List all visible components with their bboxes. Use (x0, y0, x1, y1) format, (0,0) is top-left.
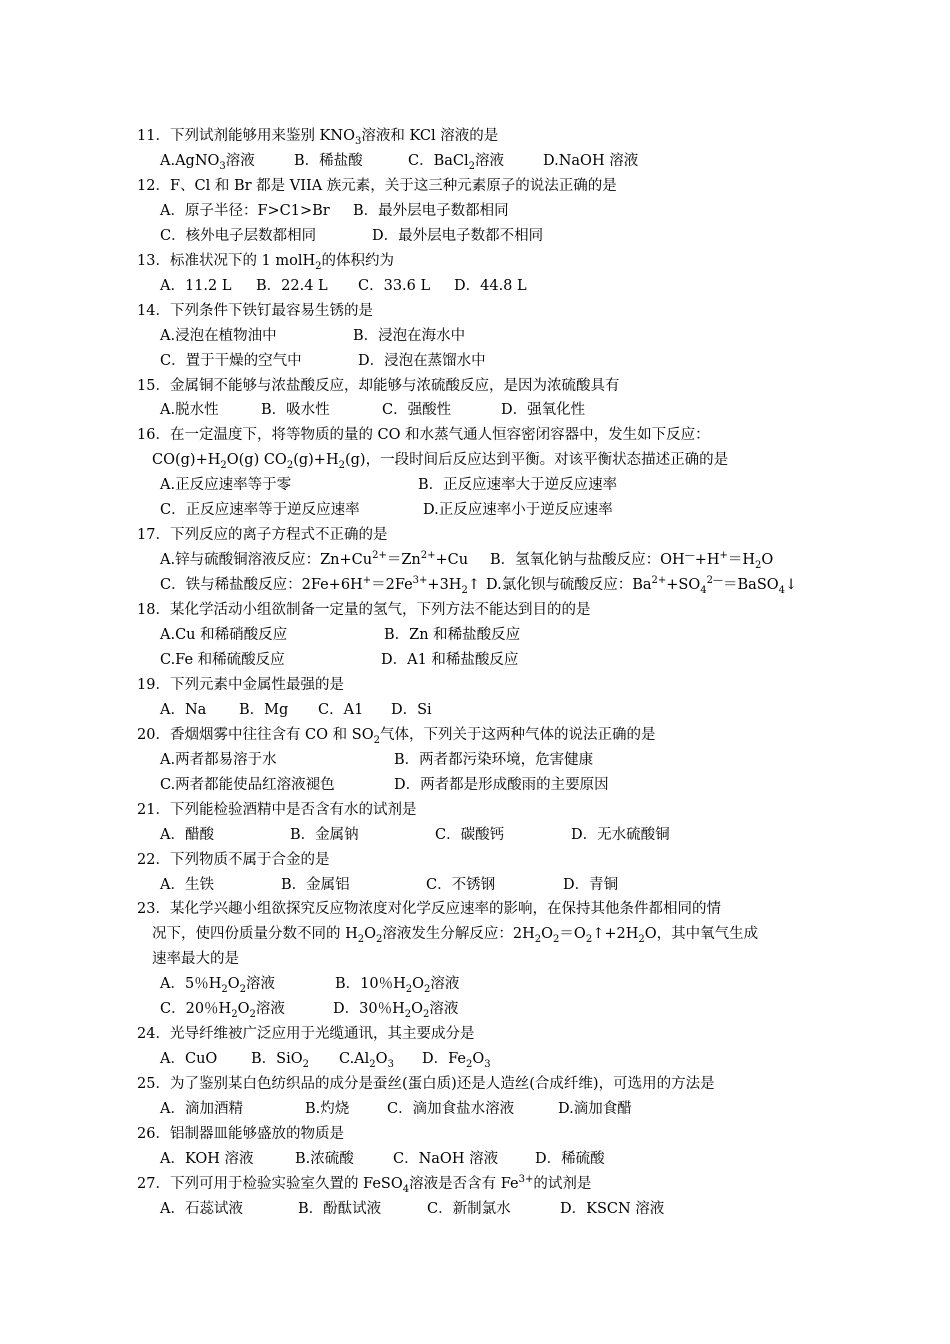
answer-option (160, 326, 277, 346)
question-16-stem-cont (152, 450, 728, 470)
answer-option (435, 825, 504, 845)
subscript: 2 (534, 934, 542, 946)
subscript: 2 (585, 934, 593, 946)
answer-option (160, 775, 335, 795)
answer-option (393, 1149, 498, 1169)
text-run: C．滴加食盐水溶液 (387, 1101, 515, 1117)
text-run: D．最外层电子数都不相同 (372, 227, 544, 244)
text-run: +SO (666, 577, 701, 594)
superscript: + (719, 550, 728, 562)
text-run: 溶液发生分解反应：2H (382, 926, 535, 943)
text-run: ＝BaSO (723, 577, 779, 594)
text-run: O (411, 1001, 423, 1018)
answer-option (160, 575, 480, 595)
text-run: 溶液 (225, 152, 255, 169)
answer-option (160, 999, 285, 1019)
answer-option (160, 650, 285, 670)
text-run: C．碳酸钙 (435, 826, 505, 843)
question-15-stem (137, 376, 619, 396)
text-run: 22．下列物质不属于合金的是 (137, 851, 330, 868)
subscript: 2 (302, 1059, 309, 1071)
answer-option (333, 999, 458, 1019)
question-23-stem-cont (152, 949, 239, 969)
answer-option (381, 650, 518, 670)
subscript: 2 (376, 934, 383, 946)
text-run: 19．下列元素中金属性最强的是 (137, 676, 344, 693)
text-run: A．石蕊试液 (160, 1200, 243, 1217)
subscript: 3 (354, 135, 362, 147)
text-run: D．A1 和稀盐酸反应 (381, 651, 519, 668)
text-run: A．生铁 (160, 876, 214, 893)
text-run: 21．下列能检验酒精中是否含有水的试剂是 (137, 801, 417, 818)
answer-option (422, 1049, 491, 1069)
text-run: 12．F、Cl 和 Br 都是 VIIA 族元素，关于这三种元素原子的说法正确的是 (137, 177, 617, 194)
subscript: 2 (468, 160, 476, 172)
text-run: 24．光导纤维被广泛应用于光缆通讯，其主要成分是 (137, 1026, 475, 1043)
answer-option (160, 276, 232, 296)
answer-option (394, 750, 593, 770)
text-run: ↓ (785, 577, 798, 594)
text-run: B．金属钠 (290, 826, 359, 843)
text-run: O (472, 1051, 485, 1068)
subscript: 2 (373, 734, 380, 746)
text-run: A．CuO (160, 1051, 218, 1068)
answer-option (160, 875, 214, 895)
answer-option (490, 550, 773, 570)
answer-option (382, 400, 451, 420)
text-run: 23．某化学兴趣小组欲探究反应物浓度对化学反应速率的影响，在保持其他条件都相同的情 (137, 901, 721, 918)
text-run: A.正反应速率等于零 (160, 477, 292, 494)
question-14-stem (137, 301, 373, 321)
answer-option (160, 351, 302, 371)
text-run: (g)+H (293, 452, 339, 469)
answer-option (261, 400, 330, 420)
text-run: (g)，一段时间后反应达到平衡。对该平衡状态描述正确的是 (344, 452, 729, 469)
text-run: C．20％H (160, 1001, 232, 1018)
text-run: B．酚酞试液 (298, 1200, 382, 1217)
text-run: C．33.6 L (358, 277, 431, 294)
answer-option (160, 750, 277, 770)
subscript: 4 (402, 1183, 410, 1195)
text-run: +Cu (435, 552, 469, 569)
answer-option (318, 700, 363, 720)
answer-option (295, 1149, 354, 1169)
text-run: O (412, 976, 425, 993)
question-12-stem (137, 176, 617, 196)
question-25-stem (137, 1074, 715, 1094)
answer-option (335, 974, 459, 994)
answer-option (418, 475, 617, 495)
superscript: + (362, 575, 372, 587)
text-run: C.Al (339, 1051, 370, 1068)
text-run: A．滴加酒精 (160, 1101, 243, 1117)
text-run: D．无水硫酸铜 (571, 826, 670, 843)
text-run: B．氢氧化钠与盐酸反应：OH (490, 552, 685, 569)
answer-option (543, 151, 638, 171)
answer-option (281, 875, 350, 895)
text-run: D．30％H (333, 1001, 405, 1018)
superscript: 2+ (420, 550, 436, 562)
text-run: 11．下列试剂能够用来鉴别 KNO (137, 128, 355, 144)
text-run: 溶液是否含有 Fe (409, 1175, 519, 1192)
text-run: 25．为了鉴别某白色纺织品的成分是蚕丝(蛋白质)还是人造丝(合成纤维)，可选用的方法是 (137, 1076, 715, 1093)
text-run: B.灼烧 (305, 1101, 350, 1117)
answer-option (358, 351, 486, 371)
text-run: O (761, 552, 774, 569)
text-run: A.Cu 和稀硝酸反应 (160, 627, 288, 643)
subscript: 2 (249, 1009, 256, 1021)
text-run: D.滴加食醋 (558, 1101, 632, 1117)
text-run: ＝2Fe (371, 577, 413, 594)
answer-option (160, 700, 206, 720)
text-run: B．Zn 和稀盐酸反应 (384, 627, 521, 643)
text-run: D．KSCN 溶液 (560, 1200, 665, 1217)
subscript: 2 (404, 1009, 412, 1021)
subscript: 2 (315, 260, 322, 272)
answer-option (571, 825, 670, 845)
text-run: A.脱水性 (160, 402, 219, 419)
subscript: 2 (221, 984, 228, 996)
text-run: +3H (427, 577, 462, 594)
text-run: 气体，下列关于这两种气体的说法正确的是 (379, 726, 656, 743)
text-run: 溶液 (255, 1001, 285, 1018)
answer-option (160, 625, 287, 645)
superscript: — (684, 550, 695, 562)
answer-option (535, 1149, 605, 1169)
text-run: O (375, 1051, 388, 1068)
text-run: 27．下列可用于检验实验室久置的 FeSO (137, 1175, 403, 1192)
answer-option (160, 1149, 254, 1169)
text-run: C.Fe 和稀硫酸反应 (160, 651, 285, 668)
text-run: B．10％H (335, 976, 406, 993)
answer-option (387, 1099, 514, 1119)
question-18-stem (137, 600, 590, 620)
text-run: A.AgNO (160, 152, 220, 169)
answer-option (486, 575, 797, 595)
text-run: D．青铜 (563, 876, 619, 893)
superscript: 2+ (651, 575, 667, 587)
subscript: 2 (465, 1059, 473, 1071)
subscript: 2 (357, 934, 365, 946)
text-run: C．NaOH 溶液 (393, 1150, 499, 1167)
question-20-stem (137, 725, 655, 745)
text-run: C．不锈钢 (426, 876, 496, 893)
subscript: 2 (338, 460, 345, 472)
answer-option (339, 1049, 394, 1069)
text-run: 20．香烟烟雾中往往含有 CO 和 SO (137, 726, 374, 743)
text-run: O(g) CO (226, 452, 287, 469)
text-run: B．正反应速率大于逆反应速率 (418, 477, 618, 494)
text-run: A．原子半径：F>C1>Br (160, 202, 330, 219)
answer-option (160, 201, 330, 221)
text-run: 溶液 (429, 1001, 459, 1018)
text-run: D．浸泡在蒸馏水中 (358, 352, 486, 369)
answer-option (423, 500, 613, 520)
text-run: O (364, 926, 377, 943)
question-17-stem (137, 525, 387, 545)
question-13-stem (137, 251, 394, 271)
text-run: B．金属铝 (281, 876, 350, 893)
text-run: D．两者都是形成酸雨的主要原因 (394, 776, 609, 793)
answer-option (290, 825, 359, 845)
text-run: D．Si (391, 701, 432, 718)
answer-option (160, 400, 219, 420)
text-run: A.锌与硫酸铜溶液反应：Zn+Cu (160, 552, 373, 569)
text-run: B．浸泡在海水中 (353, 327, 466, 344)
text-run: C.两者都能使品红溶液褪色 (160, 776, 335, 793)
text-run: C．新制氯水 (427, 1200, 511, 1217)
text-run: O，其中氧气生成 (644, 926, 759, 943)
text-run: B．最外层电子数都相同 (353, 202, 509, 219)
answer-option (298, 1199, 381, 1219)
text-run: D.氯化钡与硫酸反应：Ba (486, 577, 652, 594)
answer-option (353, 201, 509, 221)
superscript: 3+ (518, 1174, 534, 1186)
text-run: A．KOH 溶液 (160, 1150, 254, 1167)
question-11-stem (137, 126, 498, 146)
text-run: ＝H (727, 552, 756, 569)
subscript: 4 (700, 584, 707, 596)
superscript: 3+ (412, 575, 428, 587)
text-run: A．醋酸 (160, 826, 214, 843)
answer-option (160, 825, 214, 845)
answer-option (394, 775, 609, 795)
text-run: B．22.4 L (256, 277, 328, 294)
text-run: O (227, 976, 240, 993)
answer-option (558, 1099, 632, 1119)
text-run: ↑+2H (592, 926, 639, 943)
text-run: A．Na (160, 701, 207, 718)
question-19-stem (137, 675, 344, 695)
answer-option (160, 151, 255, 171)
answer-option (251, 1049, 309, 1069)
answer-option (426, 875, 495, 895)
subscript: 3 (219, 160, 226, 172)
subscript: 2 (755, 559, 762, 571)
text-run: 15．金属铜不能够与浓盐酸反应，却能够与浓硫酸反应，是因为浓硫酸具有 (137, 377, 620, 394)
answer-option (305, 1099, 349, 1119)
question-23-stem (137, 899, 721, 919)
text-run: B．两者都污染环境，危害健康 (394, 751, 594, 768)
text-run: C．强酸性 (382, 402, 452, 419)
answer-option (239, 700, 288, 720)
answer-option (408, 151, 504, 171)
text-run: O (541, 926, 554, 943)
text-run: B．稀盐酸 (294, 152, 363, 169)
text-run: D．Fe (422, 1051, 466, 1068)
text-run: C．A1 (318, 701, 364, 718)
question-21-stem (137, 800, 416, 820)
answer-option (391, 700, 432, 720)
text-run: A．11.2 L (160, 277, 232, 294)
text-run: B.浓硫酸 (295, 1150, 354, 1167)
text-run: 14．下列条件下铁钉最容易生锈的是 (137, 302, 373, 319)
text-run: 的试剂是 (533, 1175, 592, 1192)
answer-option (256, 276, 328, 296)
superscript: 2+ (372, 550, 387, 562)
text-run: 16．在一定温度下，将等物质的量的 CO 和水蒸气通人恒容密闭容器中，发生如下反应： (137, 427, 710, 444)
subscript: 2 (231, 1009, 238, 1021)
question-27-stem (137, 1174, 591, 1194)
answer-option (160, 550, 468, 570)
text-run: 26．铝制器皿能够盛放的物质是 (137, 1126, 344, 1142)
text-run: 溶液和 KCl 溶液的是 (361, 128, 499, 144)
text-run: C．BaCl (408, 152, 469, 169)
text-run: D．稀硫酸 (535, 1150, 605, 1167)
answer-option (160, 1099, 243, 1119)
subscript: 2 (286, 460, 294, 472)
text-run: CO(g)+H (152, 452, 221, 469)
subscript: 2 (369, 1059, 376, 1071)
text-run: B．SiO (251, 1051, 303, 1068)
text-run: A．5％H (160, 976, 222, 993)
text-run: A.浸泡在植物油中 (160, 327, 277, 344)
answer-option (160, 475, 291, 495)
answer-option (160, 974, 275, 994)
answer-option (384, 625, 520, 645)
text-run: +H (694, 552, 720, 569)
text-run: O (237, 1001, 250, 1018)
answer-option (294, 151, 363, 171)
subscript: 2 (220, 460, 227, 472)
question-26-stem (137, 1124, 344, 1144)
answer-option (353, 326, 465, 346)
text-run: C．核外电子层数都相同 (160, 227, 317, 244)
subscript: 2 (423, 1009, 430, 1021)
question-23-stem-cont (152, 924, 758, 944)
subscript: 4 (778, 584, 786, 596)
subscript: 2 (638, 934, 645, 946)
question-22-stem (137, 850, 329, 870)
text-run: B．吸水性 (261, 402, 330, 419)
text-run: ＝Zn (386, 552, 421, 569)
text-run: 况下，使四份质量分数不同的 H (152, 926, 358, 943)
subscript: 3 (387, 1059, 394, 1071)
text-run: A.两者都易溶于水 (160, 751, 277, 768)
text-run: ↑ (467, 577, 480, 594)
text-run: 13．标准状况下的 1 molH (137, 252, 316, 269)
text-run: D．强氧化性 (501, 402, 586, 419)
text-run: 速率最大的是 (152, 951, 239, 968)
answer-option (160, 500, 360, 520)
text-run: C．正反应速率等于逆反应速率 (160, 502, 360, 519)
text-run: ＝O (559, 926, 586, 943)
text-run: B．Mg (239, 701, 289, 718)
question-16-stem (137, 425, 710, 445)
answer-option (501, 400, 585, 420)
text-run: D．44.8 L (454, 277, 527, 294)
text-run: 17．下列反应的离子方程式不正确的是 (137, 527, 388, 544)
subscript: 2 (424, 984, 431, 996)
answer-option (560, 1199, 664, 1219)
answer-option (358, 276, 430, 296)
answer-option (563, 875, 618, 895)
text-run: 的体积约为 (321, 252, 395, 269)
subscript: 2 (239, 984, 246, 996)
text-run: 18．某化学活动小组欲制备一定量的氢气，下列方法不能达到目的的是 (137, 602, 591, 618)
text-run: D.正反应速率小于逆反应速率 (423, 502, 613, 519)
text-run: D.NaOH 溶液 (543, 152, 639, 169)
answer-option (427, 1199, 511, 1219)
text-run: C．置于干燥的空气中 (160, 352, 302, 369)
text-run: 溶液 (475, 152, 505, 169)
subscript: 2 (461, 584, 468, 596)
answer-option (160, 1049, 217, 1069)
answer-option (160, 226, 316, 246)
text-run: 溶液 (430, 976, 460, 993)
answer-option (160, 1199, 243, 1219)
answer-option (372, 226, 543, 246)
superscript: 2— (706, 575, 724, 587)
subscript: 3 (484, 1059, 491, 1071)
subscript: 2 (405, 984, 413, 996)
subscript: 2 (553, 934, 560, 946)
text-run: 溶液 (245, 976, 275, 993)
text-run: C．铁与稀盐酸反应：2Fe+6H (160, 577, 363, 594)
answer-option (454, 276, 527, 296)
question-24-stem (137, 1024, 474, 1044)
